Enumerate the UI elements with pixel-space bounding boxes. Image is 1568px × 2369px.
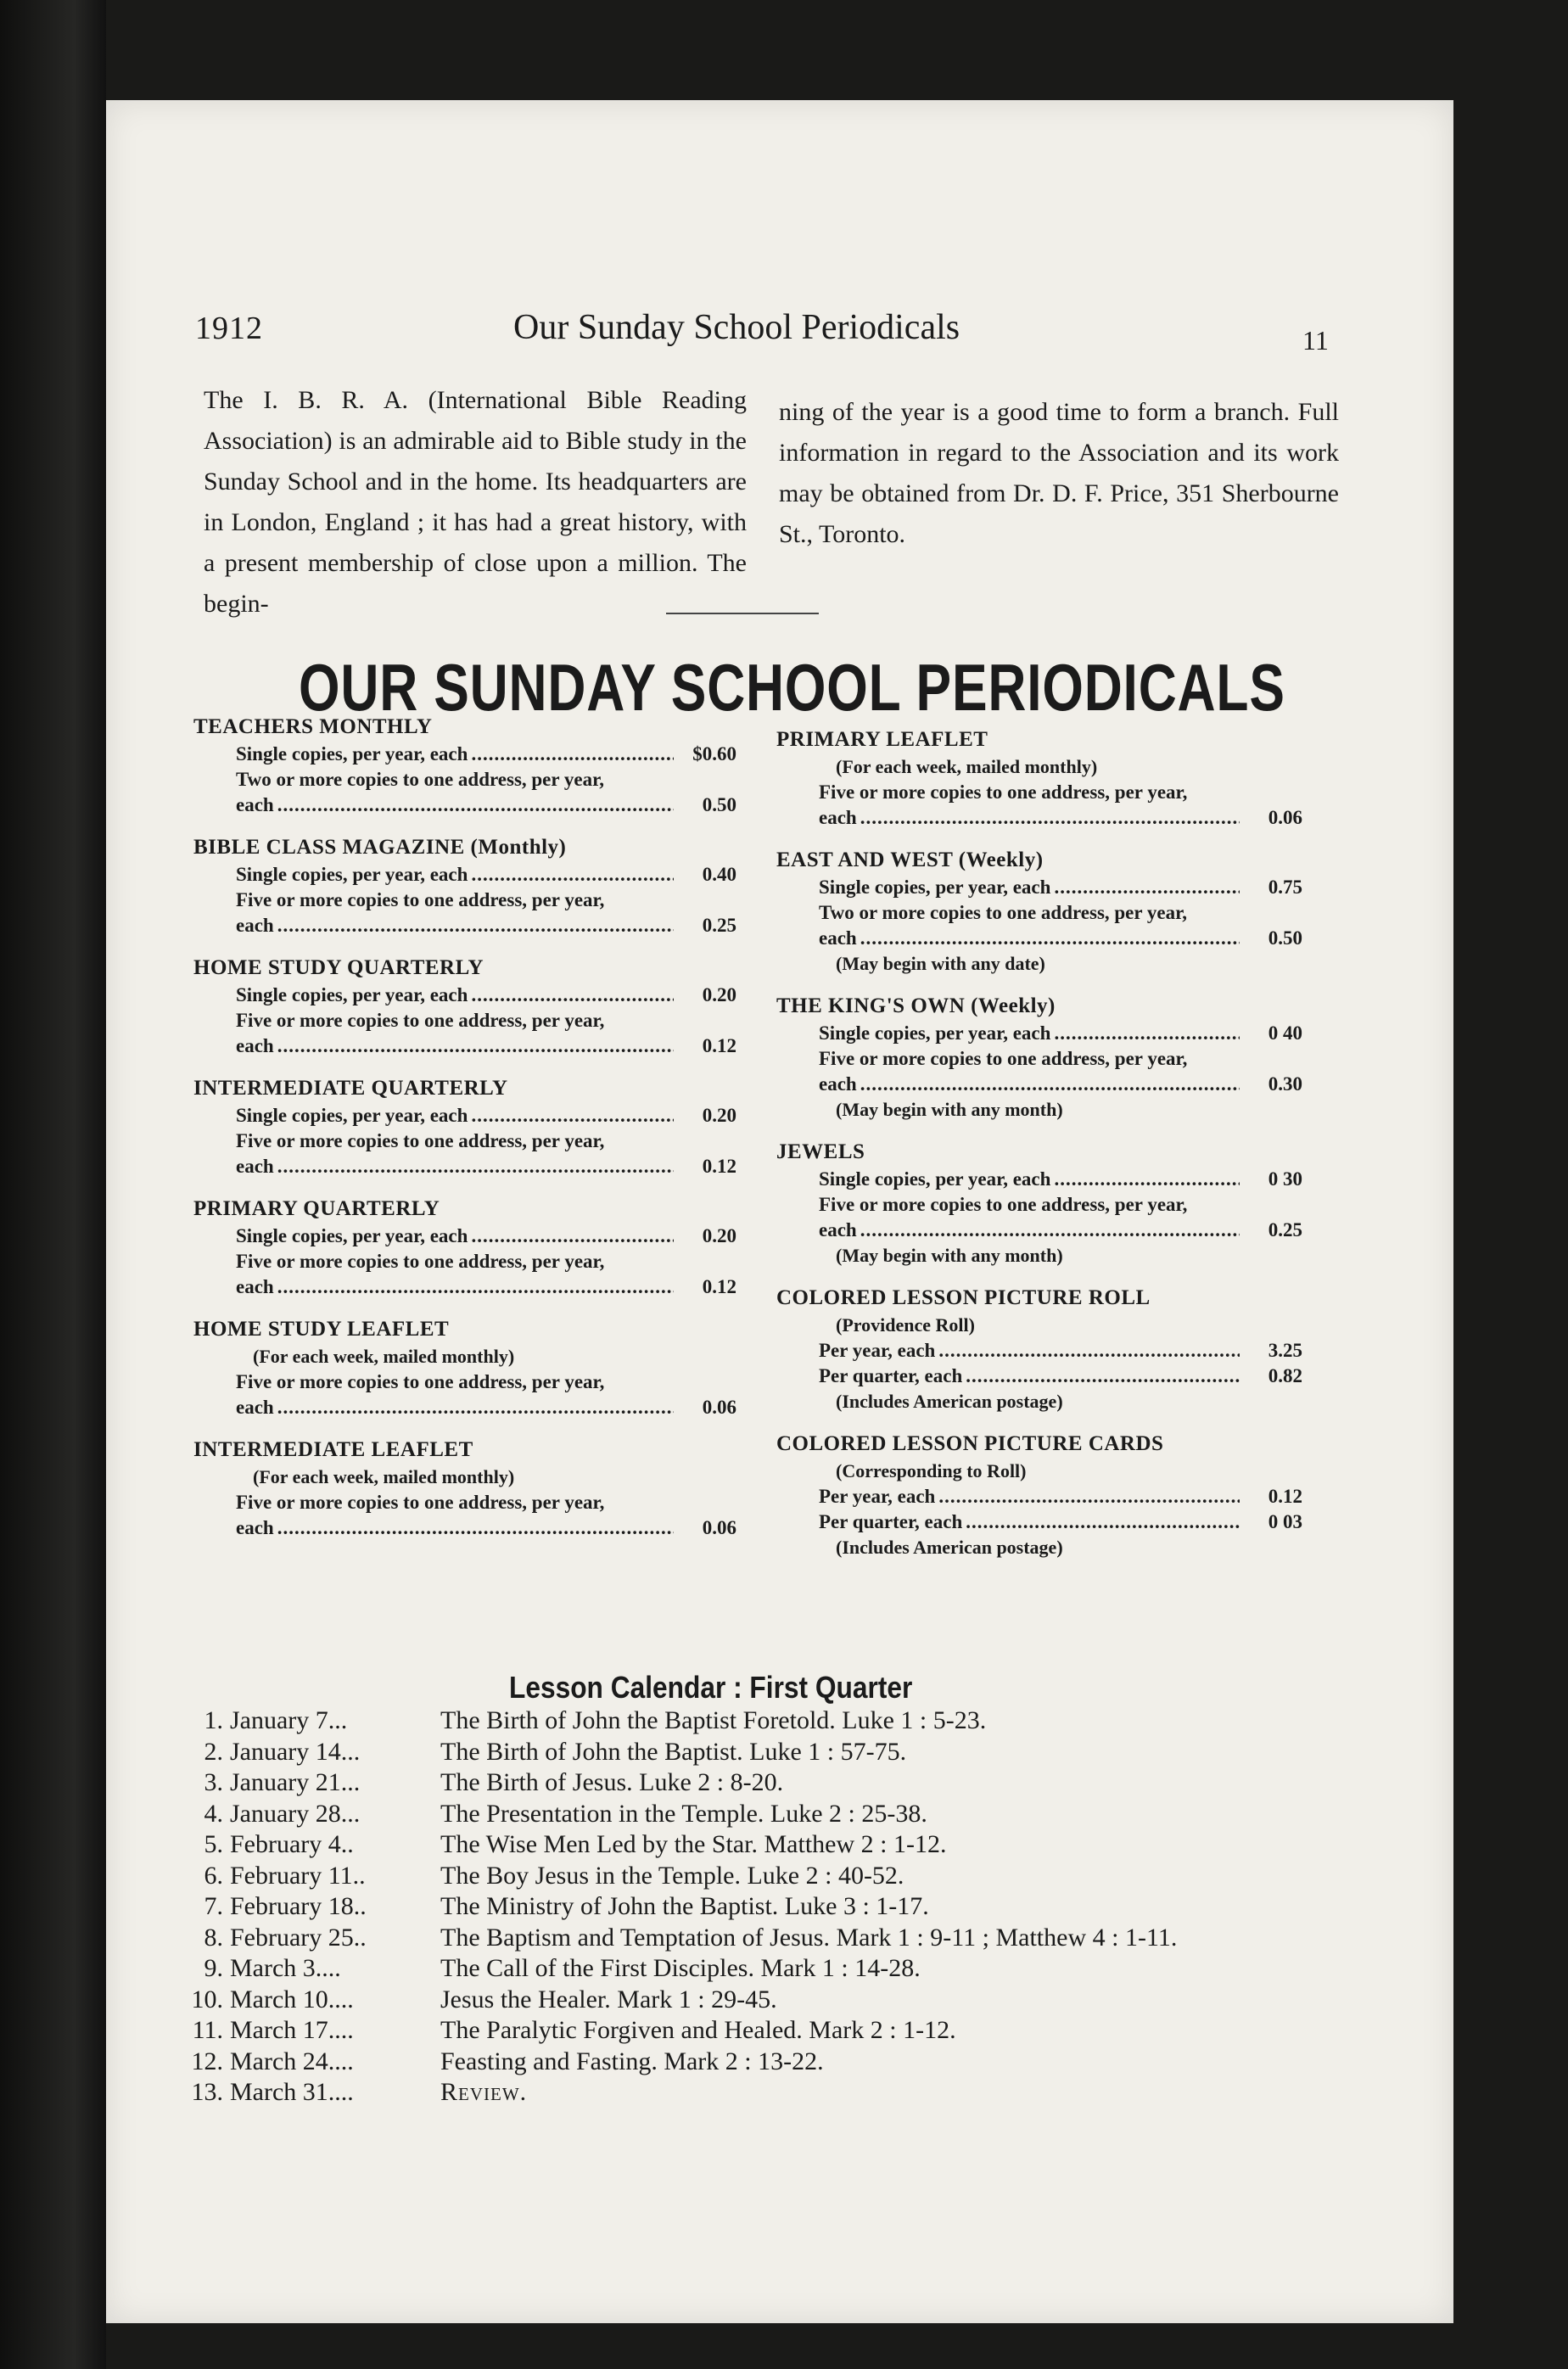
single-copy-price <box>776 1338 1302 1364</box>
multi-copy-price-price: 0.06 <box>702 1517 736 1538</box>
multi-copy-price-leader <box>277 1395 674 1420</box>
single-copy-price-price: 0.40 <box>702 864 736 885</box>
lesson-number: 9. <box>204 1954 223 1982</box>
multi-copy-price-price: 0.25 <box>702 915 736 936</box>
single-copy-price-leader <box>1054 875 1240 900</box>
multi-copy-price-leader <box>860 1218 1240 1243</box>
lesson-title: The Presentation in the Temple. Luke 2 : 25-38. <box>440 1799 927 1828</box>
lesson-row <box>182 2015 1177 2047</box>
periodical-entry <box>193 713 736 818</box>
multi-copy-label: Five or more copies to one address, per year, <box>819 781 1188 803</box>
multi-copy-price-label: each <box>236 1156 274 1177</box>
lesson-title: The Call of the First Disciples. Mark 1 : 14-28. <box>440 1954 921 1982</box>
multi-copy-label: Two or more copies to one address, per year, <box>819 902 1187 923</box>
lesson-title: The Birth of John the Baptist Foretold. Luke 1 : 5-23. <box>440 1706 987 1734</box>
lesson-title: The Birth of Jesus. Luke 2 : 8-20. <box>440 1768 784 1796</box>
lesson-calendar <box>182 1705 1177 2109</box>
multi-copy-price-leader <box>277 1033 674 1059</box>
lesson-number: 12. <box>191 2047 223 2075</box>
lesson-row <box>182 1861 1177 1892</box>
periodical-note: (Providence Roll) <box>836 1314 975 1336</box>
periodical-name: INTERMEDIATE LEAFLET <box>193 1438 473 1461</box>
multi-copy-price-label: each <box>819 807 857 828</box>
multi-copy-price-leader <box>277 1274 674 1300</box>
lesson-title: Feasting and Fasting. Mark 2 : 13-22. <box>440 2047 824 2075</box>
periodical-entry <box>776 1138 1302 1269</box>
header-year: 1912 <box>195 311 263 346</box>
periodical-note: (For each week, mailed monthly) <box>253 1466 515 1487</box>
single-copy-price <box>193 983 736 1008</box>
multi-copy-label: Five or more copies to one address, per year, <box>819 1194 1188 1215</box>
lesson-row <box>182 1953 1177 1985</box>
periodical-entry <box>193 1074 736 1179</box>
multi-copy-price-price: 0.82 <box>1268 1365 1302 1386</box>
multi-copy-price-label: Per quarter, each <box>819 1511 963 1532</box>
single-copy-price-price: 3.25 <box>1268 1340 1302 1361</box>
lesson-date: March 24.... <box>230 2047 354 2075</box>
lesson-number: 13. <box>191 2078 223 2106</box>
single-copy-price-price: 0.12 <box>1268 1486 1302 1507</box>
single-copy-price-label: Single copies, per year, each <box>236 984 468 1005</box>
multi-copy-price <box>776 1072 1302 1097</box>
multi-copy-price-leader <box>966 1364 1240 1389</box>
multi-copy-price-leader <box>860 926 1240 951</box>
multi-copy-price-label: Per quarter, each <box>819 1365 963 1386</box>
multi-copy-price-leader <box>277 913 674 938</box>
single-copy-price <box>776 1167 1302 1192</box>
lesson-number: 2. <box>204 1737 223 1766</box>
lesson-number: 4. <box>204 1799 223 1828</box>
lesson-date: March 31.... <box>230 2078 354 2106</box>
lesson-title: Review. <box>440 2078 528 2106</box>
multi-copy-price <box>193 1515 736 1541</box>
periodical-entry <box>193 954 736 1059</box>
periodical-entry <box>776 725 1302 831</box>
periodical-name: TEACHERS MONTHLY <box>193 715 433 738</box>
multi-copy-price-price: 0.30 <box>1268 1073 1302 1095</box>
multi-copy-price <box>193 792 736 818</box>
periodical-name: INTERMEDIATE QUARTERLY <box>193 1077 508 1100</box>
lesson-row <box>182 1985 1177 2016</box>
single-copy-price <box>776 875 1302 900</box>
periodical-footnote: (May begin with any month) <box>836 1099 1063 1120</box>
multi-copy-price-leader <box>277 1154 674 1179</box>
single-copy-price-label: Single copies, per year, each <box>819 1168 1051 1190</box>
lesson-title: The Paralytic Forgiven and Healed. Mark 2 : 1-12. <box>440 2016 956 2044</box>
lesson-title: The Ministry of John the Baptist. Luke 3 : 1-17. <box>440 1892 929 1920</box>
multi-copy-price-price: 0 03 <box>1268 1511 1302 1532</box>
multi-copy-label: Five or more copies to one address, per year, <box>236 1130 605 1151</box>
lesson-date: February 25.. <box>230 1923 367 1952</box>
lesson-date: March 3.... <box>230 1954 341 1982</box>
intro-paragraph-left <box>204 380 747 624</box>
lesson-row <box>182 1923 1177 1954</box>
periodical-name: BIBLE CLASS MAGAZINE (Monthly) <box>193 836 567 859</box>
single-copy-price-price: 0 30 <box>1268 1168 1302 1190</box>
lesson-number: 1. <box>204 1706 223 1734</box>
single-copy-price <box>193 862 736 888</box>
periodicals-column-left <box>193 713 736 1556</box>
multi-copy-price <box>776 926 1302 951</box>
multi-copy-price <box>193 1395 736 1420</box>
multi-copy-price-label: each <box>819 1219 857 1241</box>
single-copy-price-label: Single copies, per year, each <box>819 1022 1051 1044</box>
single-copy-price-price: 0 40 <box>1268 1022 1302 1044</box>
lesson-row <box>182 1767 1177 1799</box>
multi-copy-price-leader <box>860 1072 1240 1097</box>
single-copy-price-leader <box>1054 1021 1240 1046</box>
multi-copy-price-label: each <box>236 1035 274 1056</box>
single-copy-price-label: Per year, each <box>819 1486 936 1507</box>
lesson-title: The Birth of John the Baptist. Luke 1 : 57-75. <box>440 1737 907 1766</box>
single-copy-price-leader <box>1054 1167 1240 1192</box>
lesson-row <box>182 1829 1177 1861</box>
multi-copy-label: Five or more copies to one address, per year, <box>236 1010 605 1031</box>
lesson-date: March 17.... <box>230 2016 354 2044</box>
multi-copy-price-price: 0.12 <box>702 1276 736 1297</box>
multi-copy-label: Five or more copies to one address, per year, <box>819 1048 1188 1069</box>
lesson-row <box>182 2077 1177 2109</box>
multi-copy-price-price: 0.06 <box>702 1397 736 1418</box>
multi-copy-label: Five or more copies to one address, per year, <box>236 1251 605 1272</box>
lesson-number: 7. <box>204 1892 223 1920</box>
intro-text-left: The I. B. R. A. (International Bible Reading Association) is an admirable aid to Bible study in the Sunday School and in the home. Its headquarters are in London, England ; it has had a great history, with a present membership of close upon a million. The begin- <box>204 386 747 618</box>
multi-copy-price-leader <box>277 792 674 818</box>
periodical-name: THE KING'S OWN (Weekly) <box>776 994 1056 1017</box>
section-divider <box>666 613 819 614</box>
multi-copy-price <box>776 1218 1302 1243</box>
multi-copy-price-label: each <box>236 1276 274 1297</box>
single-copy-price-label: Single copies, per year, each <box>236 1225 468 1246</box>
multi-copy-price-label: each <box>819 927 857 949</box>
periodical-entry <box>193 1315 736 1420</box>
periodical-footnote: (Includes American postage) <box>836 1391 1063 1412</box>
periodicals-column-right <box>776 725 1302 1576</box>
lesson-number: 10. <box>191 1985 223 2013</box>
periodical-entry <box>776 1284 1302 1414</box>
single-copy-price-label: Per year, each <box>819 1340 936 1361</box>
multi-copy-price-price: 0.06 <box>1268 807 1302 828</box>
multi-copy-price <box>193 1033 736 1059</box>
lesson-date: January 7... <box>230 1706 348 1734</box>
periodical-note: (For each week, mailed monthly) <box>253 1346 515 1367</box>
periodical-name: EAST AND WEST (Weekly) <box>776 848 1044 871</box>
book-spine-shadow <box>0 0 106 2369</box>
periodical-entry <box>193 1195 736 1300</box>
multi-copy-price-label: each <box>236 794 274 815</box>
multi-copy-price-price: 0.50 <box>1268 927 1302 949</box>
multi-copy-label: Five or more copies to one address, per year, <box>236 889 605 910</box>
lesson-title: The Baptism and Temptation of Jesus. Mark 1 : 9-11 ; Matthew 4 : 1-11. <box>440 1923 1178 1952</box>
page-number: 11 <box>1302 325 1329 356</box>
periodical-name: JEWELS <box>776 1140 865 1163</box>
periodical-entry <box>776 992 1302 1123</box>
multi-copy-price <box>193 913 736 938</box>
multi-copy-price-leader <box>277 1515 674 1541</box>
periodical-note: (For each week, mailed monthly) <box>836 756 1098 777</box>
single-copy-price <box>193 742 736 767</box>
lesson-date: February 4.. <box>230 1830 354 1858</box>
lesson-row <box>182 1891 1177 1923</box>
intro-paragraph-right <box>779 392 1339 555</box>
periodical-note: (Corresponding to Roll) <box>836 1460 1027 1481</box>
periodical-name: HOME STUDY LEAFLET <box>193 1318 450 1341</box>
multi-copy-price-label: each <box>236 1397 274 1418</box>
single-copy-price-leader <box>938 1338 1240 1364</box>
single-copy-price-label: Single copies, per year, each <box>236 1105 468 1126</box>
lesson-date: January 28... <box>230 1799 361 1828</box>
periodical-entry <box>776 846 1302 977</box>
multi-copy-label: Two or more copies to one address, per year, <box>236 769 604 790</box>
single-copy-price <box>776 1021 1302 1046</box>
single-copy-price <box>193 1103 736 1128</box>
lesson-number: 5. <box>204 1830 223 1858</box>
multi-copy-price <box>776 805 1302 831</box>
lesson-row <box>182 2047 1177 2078</box>
single-copy-price-leader <box>471 1224 674 1249</box>
intro-text-right: ning of the year is a good time to form a branch. Full information in regard to the Association and its work may be obtained from Dr. D. F. Price, 351 Sherbourne St., Toronto. <box>779 398 1339 548</box>
single-copy-price-label: Single copies, per year, each <box>236 864 468 885</box>
lesson-title: The Boy Jesus in the Temple. Luke 2 : 40-52. <box>440 1861 904 1890</box>
periodical-entry <box>193 1436 736 1541</box>
lesson-row <box>182 1799 1177 1830</box>
single-copy-price <box>193 1224 736 1249</box>
single-copy-price-price: $0.60 <box>692 743 736 764</box>
single-copy-price-price: 0.20 <box>702 1225 736 1246</box>
multi-copy-price-label: each <box>236 915 274 936</box>
multi-copy-price-price: 0.25 <box>1268 1219 1302 1241</box>
periodical-footnote: (May begin with any date) <box>836 953 1045 974</box>
lesson-date: January 21... <box>230 1768 361 1796</box>
single-copy-price-leader <box>471 1103 674 1128</box>
multi-copy-price-leader <box>860 805 1240 831</box>
lesson-number: 11. <box>192 2016 223 2044</box>
lesson-number: 6. <box>204 1861 223 1890</box>
running-header-title: Our Sunday School Periodicals <box>513 308 960 347</box>
single-copy-price-label: Single copies, per year, each <box>819 876 1051 898</box>
periodical-entry <box>776 1430 1302 1560</box>
lesson-number: 8. <box>204 1923 223 1952</box>
periodical-name: COLORED LESSON PICTURE ROLL <box>776 1286 1151 1309</box>
multi-copy-price <box>776 1509 1302 1535</box>
single-copy-price-label: Single copies, per year, each <box>236 743 468 764</box>
single-copy-price-price: 0.20 <box>702 984 736 1005</box>
single-copy-price-leader <box>471 862 674 888</box>
multi-copy-price <box>193 1274 736 1300</box>
periodical-name: HOME STUDY QUARTERLY <box>193 956 484 979</box>
multi-copy-price-label: each <box>819 1073 857 1095</box>
periodical-name: PRIMARY QUARTERLY <box>193 1197 440 1220</box>
multi-copy-price <box>776 1364 1302 1389</box>
single-copy-price-price: 0.75 <box>1268 876 1302 898</box>
multi-copy-price-leader <box>966 1509 1240 1535</box>
lesson-row <box>182 1705 1177 1737</box>
single-copy-price <box>776 1484 1302 1509</box>
lesson-date: March 10.... <box>230 1985 354 2013</box>
lesson-date: January 14... <box>230 1737 361 1766</box>
lesson-title: Jesus the Healer. Mark 1 : 29-45. <box>440 1985 777 2013</box>
single-copy-price-price: 0.20 <box>702 1105 736 1126</box>
multi-copy-label: Five or more copies to one address, per year, <box>236 1371 605 1392</box>
single-copy-price-leader <box>471 983 674 1008</box>
periodical-footnote: (May begin with any month) <box>836 1245 1063 1266</box>
periodical-entry <box>193 833 736 938</box>
periodicals-heading: OUR SUNDAY SCHOOL PERIODICALS <box>299 650 1285 725</box>
lesson-date: February 11.. <box>230 1861 366 1890</box>
lesson-date: February 18.. <box>230 1892 367 1920</box>
periodical-name: COLORED LESSON PICTURE CARDS <box>776 1432 1164 1455</box>
single-copy-price-leader <box>938 1484 1240 1509</box>
lesson-row <box>182 1737 1177 1768</box>
multi-copy-label: Five or more copies to one address, per year, <box>236 1492 605 1513</box>
multi-copy-price-price: 0.12 <box>702 1156 736 1177</box>
lesson-number: 3. <box>204 1768 223 1796</box>
multi-copy-price-label: each <box>236 1517 274 1538</box>
single-copy-price-leader <box>471 742 674 767</box>
multi-copy-price-price: 0.50 <box>702 794 736 815</box>
multi-copy-price <box>193 1154 736 1179</box>
lesson-calendar-title: Lesson Calendar : First Quarter <box>509 1670 913 1705</box>
lesson-title: The Wise Men Led by the Star. Matthew 2 : 1-12. <box>440 1830 947 1858</box>
periodical-name: PRIMARY LEAFLET <box>776 728 988 751</box>
multi-copy-price-price: 0.12 <box>702 1035 736 1056</box>
periodical-footnote: (Includes American postage) <box>836 1537 1063 1558</box>
